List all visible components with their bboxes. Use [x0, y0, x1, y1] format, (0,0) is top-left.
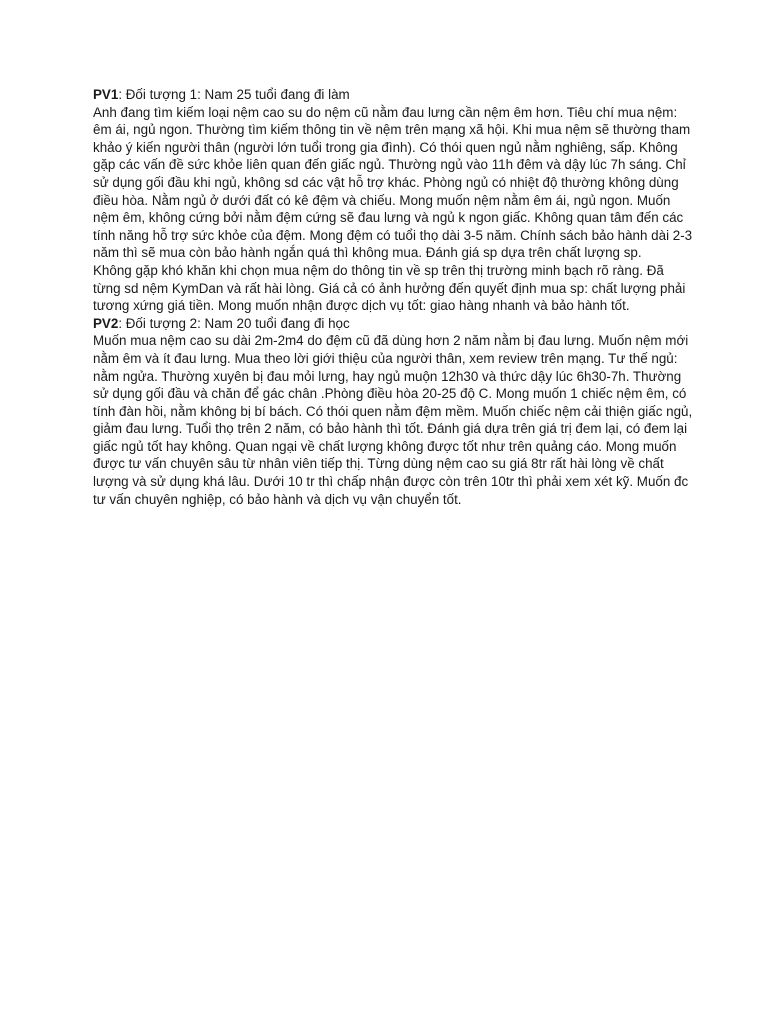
pv1-paragraph-2: Không gặp khó khăn khi chọn mua nệm do thông tin về sp trên thị trường minh bạch rõ ràng. Đã từng sd nệm KymDan và rất hài lòng. Giá cả có ảnh hưởng đến quyết định mua sp: chất lượng phải tương xứng giá tiền. Mong muốn nhận được dịch vụ tốt: giao hàng nhanh và bảo hành tốt.: [93, 262, 686, 314]
pv2-heading-text: : Đối tượng 2: Nam 20 tuổi đang đi học: [118, 315, 350, 331]
pv1-paragraph-1: Anh đang tìm kiếm loại nệm cao su do nệm cũ nằm đau lưng cần nệm êm hơn. Tiêu chí mua nệm: êm ái, ngủ ngon. Thường tìm kiếm thông tin về nệm trên mạng xã hội. Khi mua nệm sẽ thường tham khảo ý kiến người thân (người lớn tuổi trong gia đình). Có thói quen ngủ nằm nghiêng, sấp. Không gặp các vấn đề sức khỏe liên quan đến giấc ngủ. Thường ngủ vào 11h đêm và dậy lúc 7h sáng. Chỉ sử dụng gối đầu khi ngủ, không sd các vật hỗ trợ khác. Phòng ngủ có nhiệt độ thường không dùng điều hòa. Nằm ngủ ở dưới đất có kê đệm và chiếu. Mong muốn nệm nằm êm ái, ngủ ngon. Muốn nệm êm, không cứng bởi nằm đệm cứng sẽ đau lưng và ngủ k ngon giấc. Không quan tâm đến các tính năng hỗ trợ sức khỏe của đệm. Mong đệm có tuổi thọ dài 3-5 năm. Chính sách bảo hành dài 2-3 năm thì sẽ mua còn bảo hành ngắn quá thì không mua. Đánh giá sp dựa trên chất lượng sp.: [93, 104, 693, 261]
document-page: [93, 86, 693, 508]
pv1-heading: [93, 86, 693, 104]
pv1-label: PV1: [93, 87, 119, 102]
pv2-heading: [93, 315, 693, 333]
pv1-heading-text: : Đối tượng 1: Nam 25 tuổi đang đi làm: [118, 87, 350, 102]
pv2-label: PV2: [93, 315, 119, 331]
pv2-paragraph-1: Muốn mua nệm cao su dài 2m-2m4 do đệm cũ đã dùng hơn 2 năm nằm bị đau lưng. Muốn nệm mới nằm êm và ít đau lưng. Mua theo lời giới thiệu của người thân, xem review trên mạng. Tư thế ngủ: nằm ngửa. Thường xuyên bị đau mỏi lưng, hay ngủ muộn 12h30 và thức dậy lúc 6h30-7h. Thường sử dụng gối đầu và chăn để gác chân .Phòng điều hòa 20-25 độ C. Mong muốn 1 chiếc nệm êm, có tính đàn hồi, nằm không bị bí bách. Có thói quen nằm đệm mềm. Muốn chiếc nệm cải thiện giấc ngủ, giảm đau lưng. Tuổi thọ trên 2 năm, có bảo hành thì tốt. Đánh giá dựa trên giá trị đem lại, có đem lại giấc ngủ tốt hay không. Quan ngại về chất lượng không được tốt như trên quảng cáo. Mong muốn được tư vấn chuyên sâu từ nhân viên tiếp thị. Từng dùng nệm cao su giá 8tr rất hài lòng về chất lượng và sử dụng khá lâu. Dưới 10 tr thì chấp nhận được còn trên 10tr thì phải xem xét kỹ. Muốn đc tư vấn chuyên nghiệp, có bảo hành và dịch vụ vận chuyển tốt.: [93, 333, 693, 507]
